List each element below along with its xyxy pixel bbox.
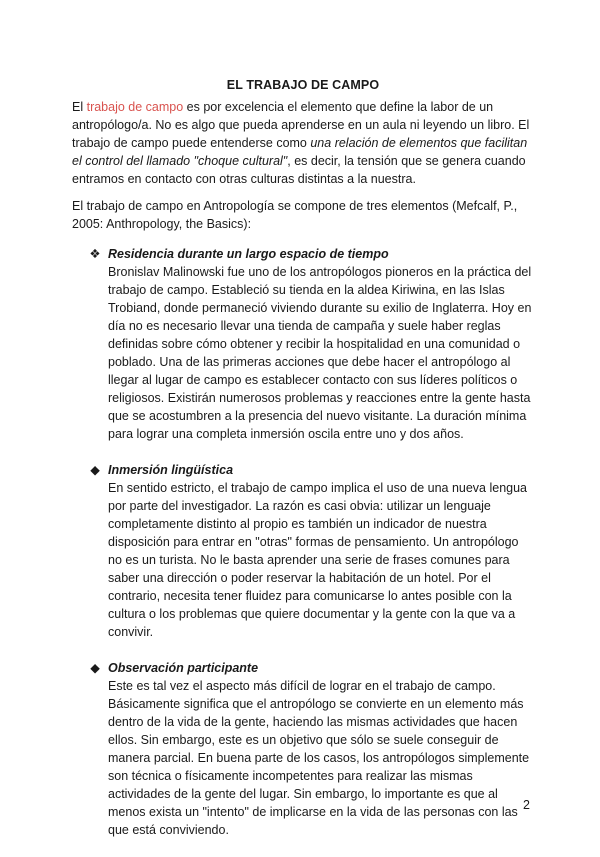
section-heading (72, 461, 534, 479)
section-residencia (72, 245, 534, 443)
section-heading (72, 659, 534, 677)
section-inmersion (72, 461, 534, 641)
diamond-bullet-icon: ◆ (90, 661, 100, 675)
page-number: 2 (523, 798, 530, 812)
section-body: Bronislav Malinowski fue uno de los antropólogos pioneros en la práctica del trabajo de campo. Estableció su tienda en la aldea Kiriwina, en las Islas Trobiand, donde permaneció viviendo durante su exilio de Inglaterra. Hoy en día no es necesario llevar una tienda de campaña y suele haber reglas definidas sobre cómo obtener y recibir la hospitalidad en una comunidad o poblado. Una de las primeras acciones que debe hacer el antropólogo al llegar al lugar de campo es establecer contacto con sus líderes políticos o religiosos. Existirán numerosos problemas y reacciones entre la gente hasta que se acostumbren a la presencia del nuevo visitante. La duración mínima para lograr una completa inmersión oscila entre uno y dos años. (108, 265, 532, 441)
section-heading-text: Observación participante (108, 661, 259, 675)
diamond-bullet-icon: ◆ (90, 463, 100, 477)
intro-emphasis: una relación de elementos que facilitan el control del llamado "choque cultural" (72, 136, 528, 168)
intro-text-b: , es decir, la tensión que se genera cuando entramos en contacto con otras culturas distintas a la nuestra. (72, 154, 526, 186)
section-observacion (72, 659, 534, 839)
intro-paragraph-2: El trabajo de campo en Antropología se compone de tres elementos (Mefcalf, P., 2005: Anthropology, the Basics): (72, 199, 518, 231)
intro-text-start: El (72, 100, 87, 114)
section-heading (72, 245, 534, 263)
intro-paragraph-1 (72, 98, 534, 188)
document-page (72, 76, 534, 857)
intro-text-a: es por excelencia el elemento que define la labor de un antropólogo/a. No es algo que pueda aprenderse en un aula ni leyendo un libro. El trabajo de campo puede entenderse como (72, 100, 530, 150)
section-body: Este es tal vez el aspecto más difícil de lograr en el trabajo de campo. Básicamente significa que el antropólogo se convierte en un elemento más dentro de la vida de la gente, haciendo las mismas actividades que hacen ellos. Sin embargo, este es un objetivo que sólo se suele conseguir de manera parcial. En buena parte de los casos, los antropólogos simplemente son técnica o físicamente incompetentes para realizar las mismas actividades de la gente del lugar. Sin embargo, lo importante es que al menos exista un "intento" de implicarse en la vida de las personas con las que está conviviendo. (108, 679, 530, 837)
section-body: En sentido estricto, el trabajo de campo implica el uso de una nueva lengua por parte del investigador. La razón es casi obvia: utilizar un lenguaje completamente distinto al propio es también un indicador de nuestra disposición para entrar en "otras" formas de pensamiento. Un antropólogo no es un turista. No le basta aprender una serie de frases comunes para saber una dirección o poder reservar la habitación de un hotel. Por el contrario, necesita tener fluidez para comunicarse lo antes posible con la cultura o los problemas que quiere documentar y la gente con la que va a convivir. (108, 481, 528, 639)
highlighted-term: trabajo de campo (86, 100, 184, 114)
document-title: EL TRABAJO DE CAMPO (226, 78, 380, 92)
section-heading-text: Residencia durante un largo espacio de tiempo (108, 247, 389, 261)
section-heading-text: Inmersión lingüística (108, 463, 234, 477)
diamond-flower-bullet-icon: ❖ (89, 247, 101, 261)
